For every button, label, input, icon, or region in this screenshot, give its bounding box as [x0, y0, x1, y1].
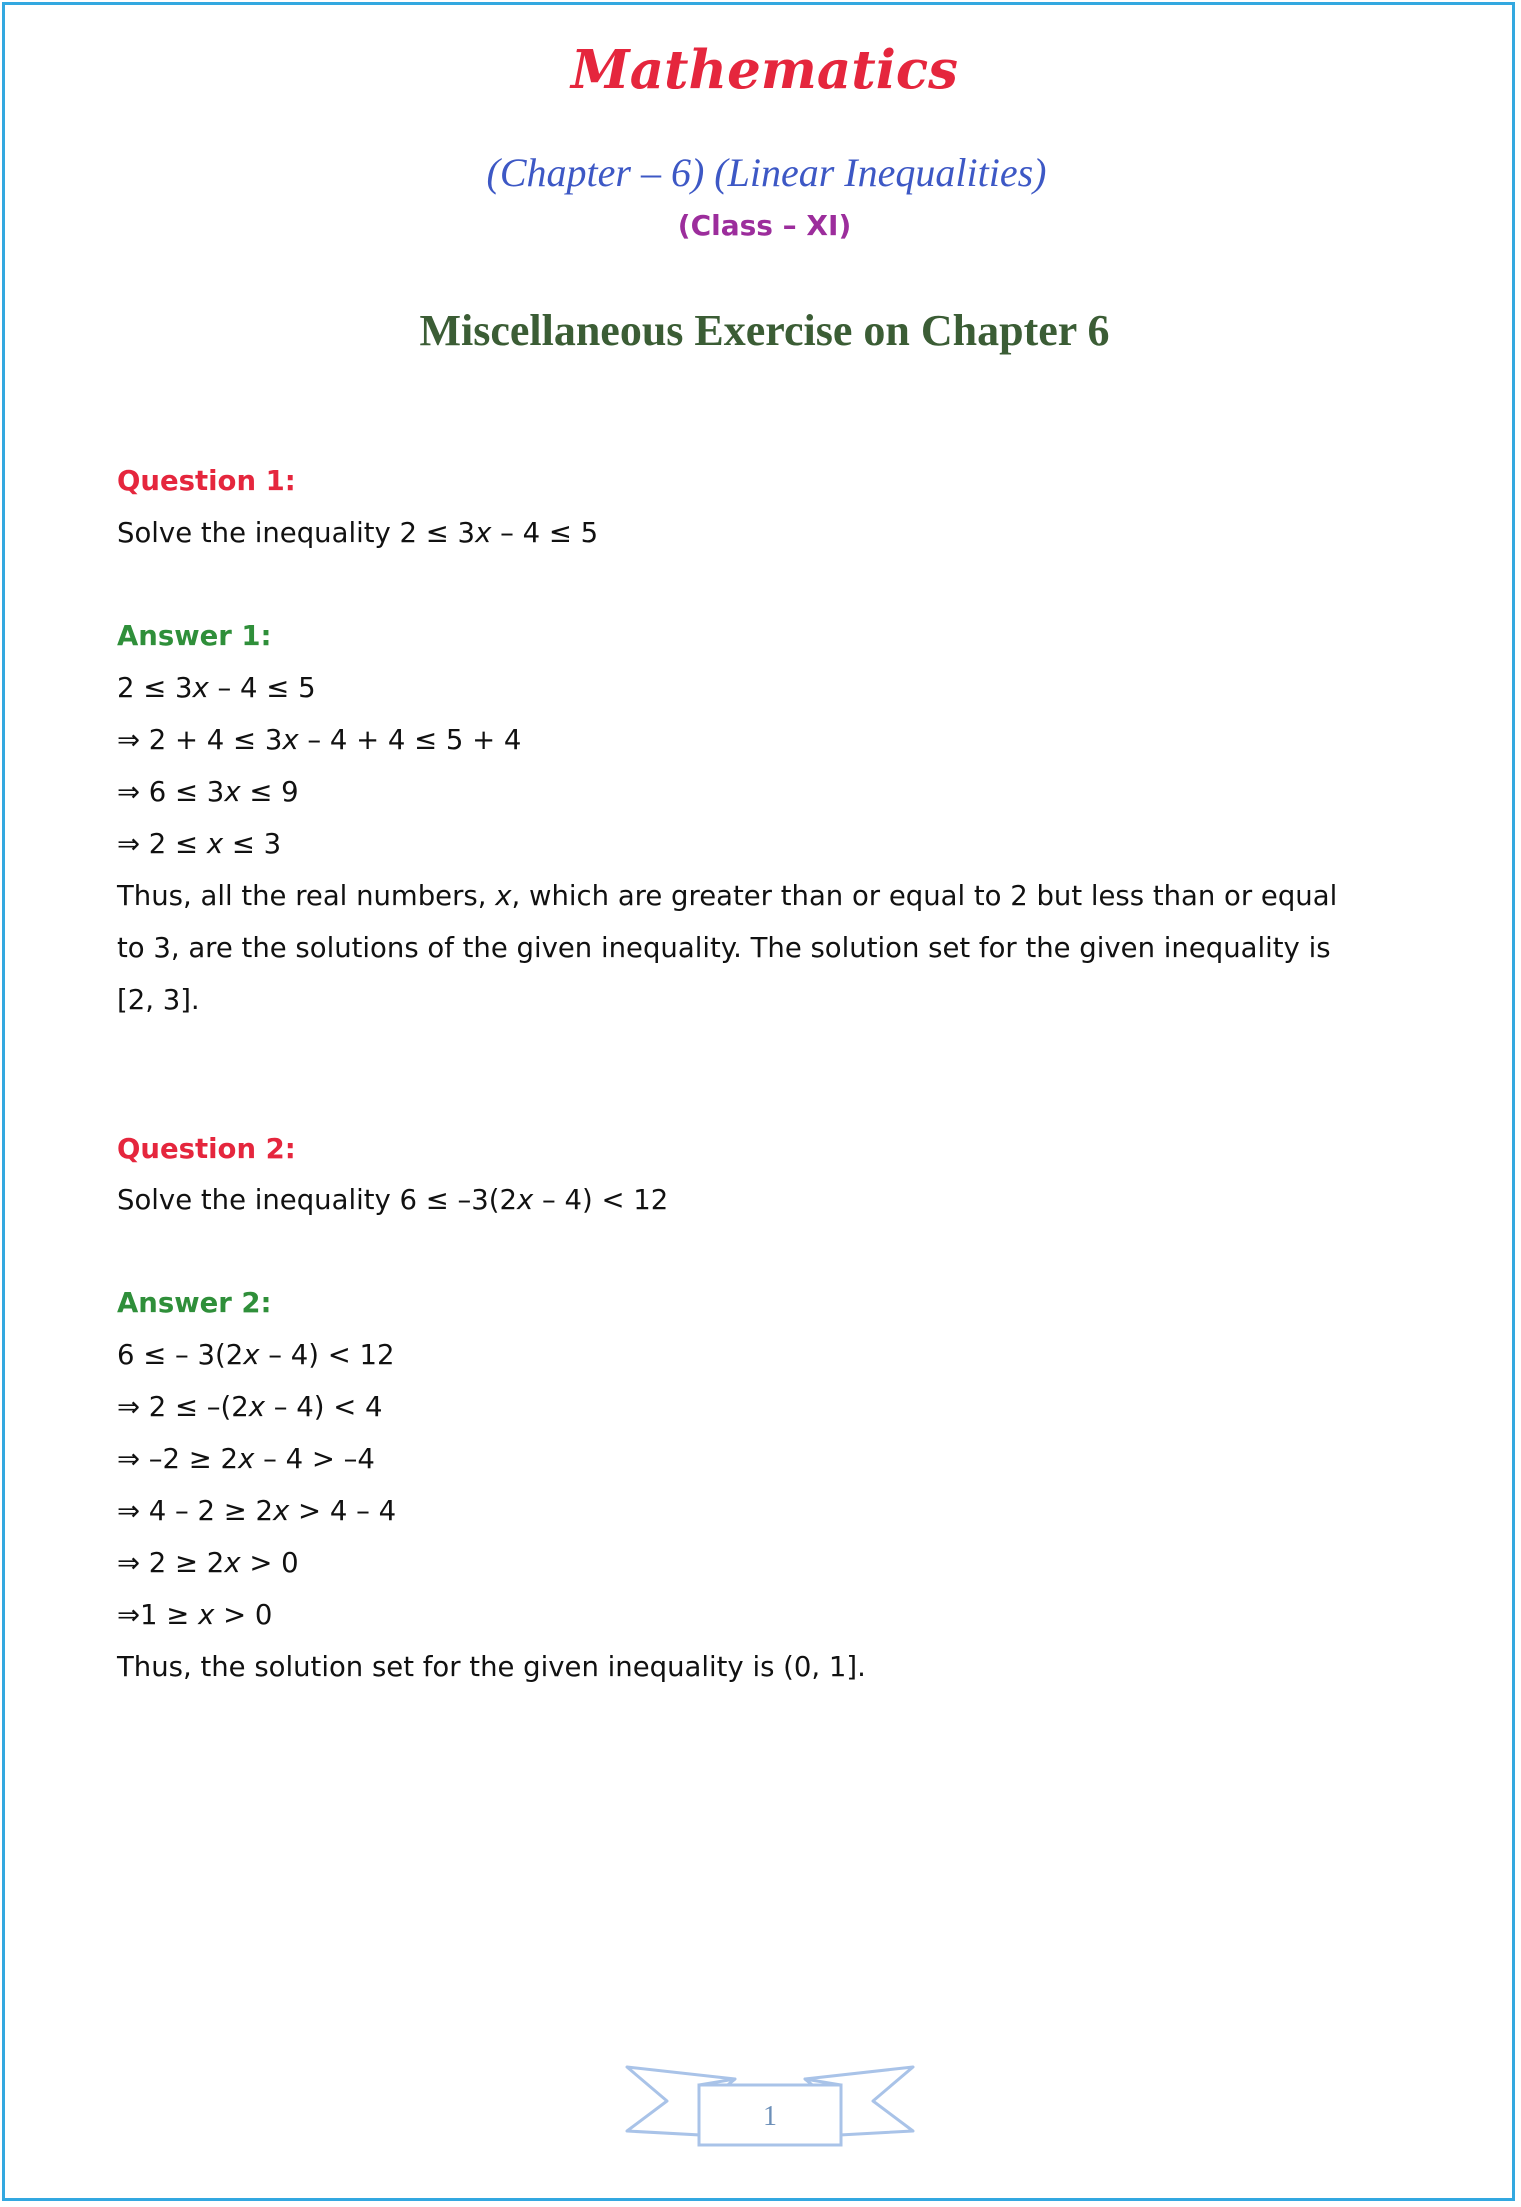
question-prompt: Solve the inequality 2 ≤ 3x – 4 ≤ 5: [117, 517, 599, 549]
answer-step: ⇒ 2 ≥ 2x > 0: [117, 1547, 299, 1579]
answer-step: 6 ≤ – 3(2x – 4) < 12: [117, 1339, 395, 1371]
answer-label: Answer 2:: [117, 1287, 272, 1319]
exercise-title: Miscellaneous Exercise on Chapter 6: [419, 306, 1110, 355]
chapter-title: (Chapter – 6) (Linear Inequalities): [486, 150, 1047, 195]
question-label: Question 1:: [117, 465, 296, 497]
answer-conclusion: to 3, are the solutions of the given inequality. The solution set for the given inequality is: [117, 932, 1331, 964]
answer-step: ⇒ 2 ≤ x ≤ 3: [117, 828, 282, 860]
answer-label: Answer 1:: [117, 620, 272, 652]
question-label: Question 2:: [117, 1133, 296, 1165]
answer-step: ⇒1 ≥ x > 0: [117, 1599, 273, 1631]
answer-step: 2 ≤ 3x – 4 ≤ 5: [117, 672, 316, 704]
page-number: 1: [763, 2101, 777, 2132]
class-label: (Class – XI): [677, 209, 852, 242]
answer-step: ⇒ –2 ≥ 2x – 4 > –4: [117, 1443, 375, 1475]
answer-step: ⇒ 6 ≤ 3x ≤ 9: [117, 776, 299, 808]
page: [2, 2, 1515, 2201]
answer-conclusion: Thus, all the real numbers, x, which are greater than or equal to 2 but less than or equal: [117, 880, 1338, 912]
answer-step: ⇒ 2 ≤ –(2x – 4) < 4: [117, 1391, 383, 1423]
answer-step: ⇒ 2 + 4 ≤ 3x – 4 + 4 ≤ 5 + 4: [117, 724, 522, 756]
answer-conclusion: Thus, the solution set for the given inequality is (0, 1].: [117, 1651, 866, 1683]
answer-step: ⇒ 4 – 2 ≥ 2x > 4 – 4: [117, 1495, 397, 1527]
page-number-ribbon: [625, 2057, 915, 2149]
subject-title: Mathematics: [571, 39, 958, 101]
question-prompt: Solve the inequality 6 ≤ –3(2x – 4) < 12: [117, 1184, 669, 1216]
answer-conclusion: [2, 3].: [117, 984, 200, 1016]
